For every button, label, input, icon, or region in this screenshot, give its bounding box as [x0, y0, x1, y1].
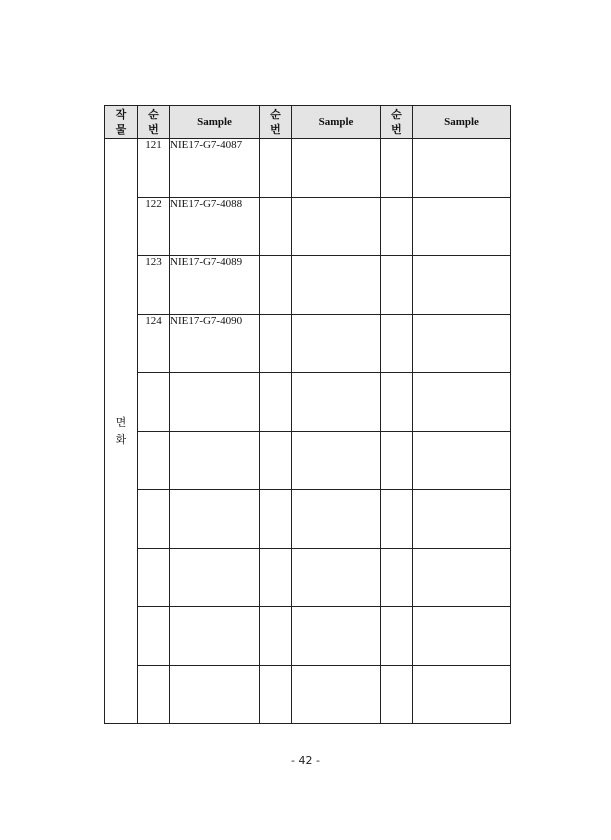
sample-cell: [413, 665, 511, 724]
header-crop: 작 물: [105, 106, 138, 139]
sample-cell: [292, 256, 381, 315]
table-row: [105, 373, 511, 432]
table-row: [105, 256, 511, 315]
sample-cell: [413, 431, 511, 490]
table-row: [105, 607, 511, 666]
table-row: [105, 314, 511, 373]
seq-cell: 124: [138, 314, 170, 373]
page-number: - 42 -: [291, 754, 320, 767]
header-sample-3: Sample: [413, 106, 511, 139]
seq-cell: [260, 490, 292, 549]
sample-cell: [292, 373, 381, 432]
seq-cell: [381, 607, 413, 666]
sample-cell: [413, 607, 511, 666]
seq-cell: [381, 490, 413, 549]
sample-cell: NIE17-G7-4089: [170, 256, 260, 315]
seq-cell: [138, 548, 170, 607]
sample-cell: [170, 665, 260, 724]
sample-cell: [292, 607, 381, 666]
seq-cell: [381, 431, 413, 490]
seq-cell: 121: [138, 139, 170, 198]
seq-cell: [260, 314, 292, 373]
seq-cell: [381, 139, 413, 198]
seq-cell: [381, 548, 413, 607]
seq-cell: [138, 373, 170, 432]
sample-cell: [292, 490, 381, 549]
table-row: [105, 665, 511, 724]
sample-cell: [413, 373, 511, 432]
sample-cell: [413, 490, 511, 549]
seq-cell: [260, 548, 292, 607]
sample-cell: [292, 431, 381, 490]
sample-cell: [292, 548, 381, 607]
seq-cell: [381, 314, 413, 373]
header-seq-2: 순 번: [260, 106, 292, 139]
sample-cell: NIE17-G7-4087: [170, 139, 260, 198]
sample-cell: [170, 548, 260, 607]
table-row: [105, 139, 511, 198]
seq-cell: [260, 607, 292, 666]
sample-cell: [170, 607, 260, 666]
table-row: [105, 431, 511, 490]
seq-cell: [260, 197, 292, 256]
seq-cell: [138, 431, 170, 490]
sample-cell: [413, 197, 511, 256]
sample-cell: [170, 373, 260, 432]
sample-table: [104, 105, 511, 724]
sample-cell: NIE17-G7-4090: [170, 314, 260, 373]
header-seq-1: 순 번: [138, 106, 170, 139]
seq-cell: 123: [138, 256, 170, 315]
seq-cell: [381, 256, 413, 315]
sample-cell: [170, 431, 260, 490]
table-row: [105, 197, 511, 256]
sample-cell: [413, 548, 511, 607]
seq-cell: [260, 665, 292, 724]
sample-cell: [292, 314, 381, 373]
seq-cell: [138, 607, 170, 666]
sample-cell: [292, 665, 381, 724]
sample-cell: [292, 197, 381, 256]
seq-cell: [260, 256, 292, 315]
seq-cell: [260, 373, 292, 432]
sample-cell: NIE17-G7-4088: [170, 197, 260, 256]
table-row: [105, 548, 511, 607]
seq-cell: [381, 373, 413, 432]
seq-cell: [138, 490, 170, 549]
seq-cell: [260, 139, 292, 198]
table-row: [105, 490, 511, 549]
sample-cell: [170, 490, 260, 549]
seq-cell: [381, 197, 413, 256]
sample-cell: [413, 256, 511, 315]
header-seq-3: 순 번: [381, 106, 413, 139]
sample-cell: [413, 139, 511, 198]
seq-cell: 122: [138, 197, 170, 256]
sample-cell: [413, 314, 511, 373]
seq-cell: [138, 665, 170, 724]
header-sample-1: Sample: [170, 106, 260, 139]
seq-cell: [260, 431, 292, 490]
crop-name-cell: 면 화: [105, 139, 138, 724]
sample-cell: [292, 139, 381, 198]
header-sample-2: Sample: [292, 106, 381, 139]
header-row: [105, 106, 511, 139]
seq-cell: [381, 665, 413, 724]
